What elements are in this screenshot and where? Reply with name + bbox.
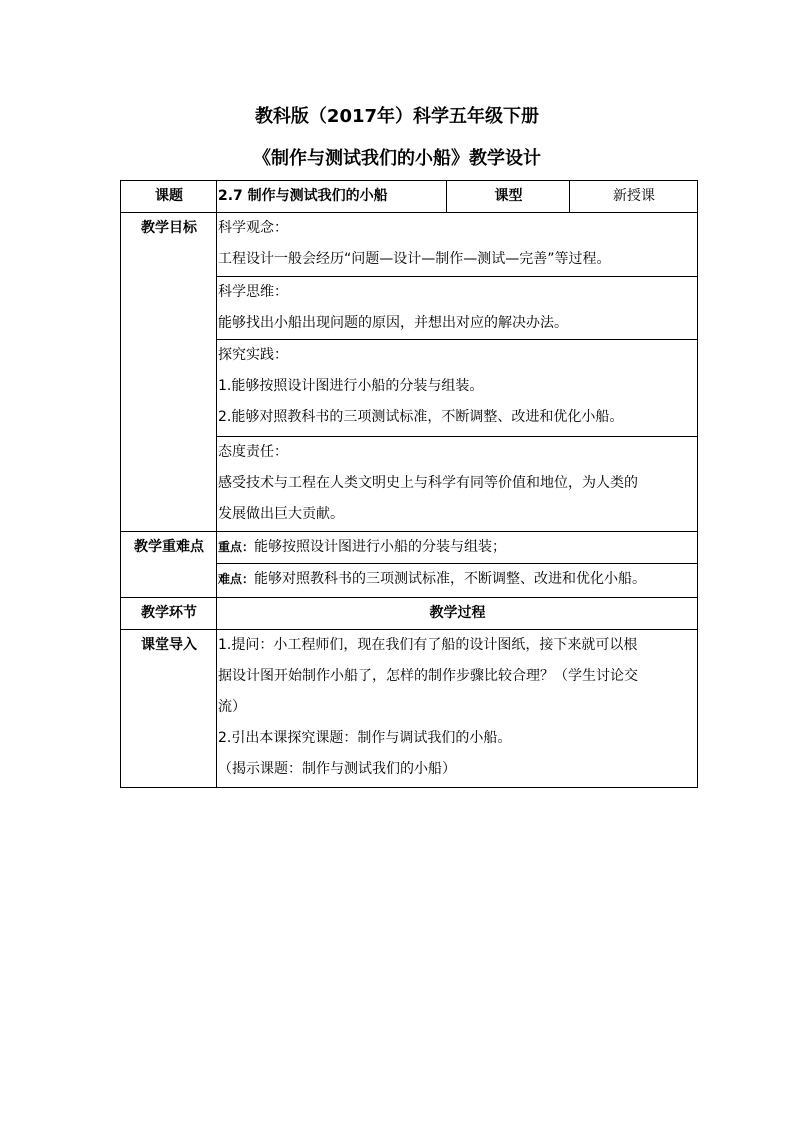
- intro-line: 流）: [218, 699, 246, 715]
- document-title: 教科版（2017年）科学五年级下册: [254, 106, 540, 127]
- key-point: [217, 532, 698, 564]
- objective-heading: 科学思维：: [218, 284, 288, 300]
- objective-text: 发展做出巨大贡献。: [218, 506, 344, 522]
- objective-text: 2.能够对照教科书的三项测试标准，不断调整、改进和优化小船。: [218, 409, 624, 425]
- section-header-row: [121, 598, 698, 630]
- key-point-row: [121, 532, 698, 564]
- objective-practice: [217, 340, 698, 437]
- objective-heading: 态度责任：: [218, 444, 288, 460]
- process-label: 教学过程: [217, 598, 698, 630]
- topic-value: 2.7 制作与测试我们的小船: [217, 181, 447, 213]
- difficult-point-text: 能够对照教科书的三项测试标准，不断调整、改进和优化小船。: [254, 571, 647, 587]
- key-difficult-label: 教学重难点: [121, 532, 217, 598]
- objective-thinking: [217, 277, 698, 340]
- document-subtitle: 《制作与测试我们的小船》教学设计: [253, 148, 541, 169]
- objective-row-concept: [121, 213, 698, 277]
- intro-row: [121, 630, 698, 788]
- difficult-point-label: 难点：: [218, 572, 255, 586]
- objective-text: 1.能够按照设计图进行小船的分装与组装。: [218, 378, 484, 394]
- objectives-label: 教学目标: [121, 213, 217, 532]
- intro-line: （揭示课题：制作与测试我们的小船）: [218, 761, 456, 777]
- lesson-plan-table: [120, 180, 698, 788]
- key-point-text: 能够按照设计图进行小船的分装与组装；: [254, 539, 507, 555]
- objective-text: 感受技术与工程在人类文明史上与科学有同等价值和地位，为人类的: [218, 475, 638, 491]
- stage-label: 教学环节: [121, 598, 217, 630]
- key-point-label: 重点：: [218, 540, 255, 554]
- intro-label: 课堂导入: [121, 630, 217, 788]
- topic-label: 课题: [121, 181, 217, 213]
- objective-text: 能够找出小船出现问题的原因，并想出对应的解决办法。: [218, 315, 568, 331]
- objective-heading: 探究实践：: [218, 347, 288, 363]
- intro-line: 据设计图开始制作小船了，怎样的制作步骤比较合理？（学生讨论交: [218, 668, 638, 684]
- intro-line: 2.引出本课探究课题：制作与调试我们的小船。: [218, 730, 512, 746]
- type-label: 课型: [447, 181, 570, 213]
- intro-content: [217, 630, 698, 788]
- objective-heading: 科学观念：: [218, 220, 288, 236]
- difficult-point: [217, 564, 698, 598]
- type-value: 新授课: [570, 181, 698, 213]
- topic-row: [121, 181, 698, 213]
- objective-attitude: [217, 437, 698, 532]
- intro-line: 1.提问：小工程师们，现在我们有了船的设计图纸，接下来就可以根: [218, 637, 638, 653]
- objective-text: 工程设计一般会经历“问题—设计—制作—测试—完善”等过程。: [218, 251, 611, 267]
- objective-concept: [217, 213, 698, 277]
